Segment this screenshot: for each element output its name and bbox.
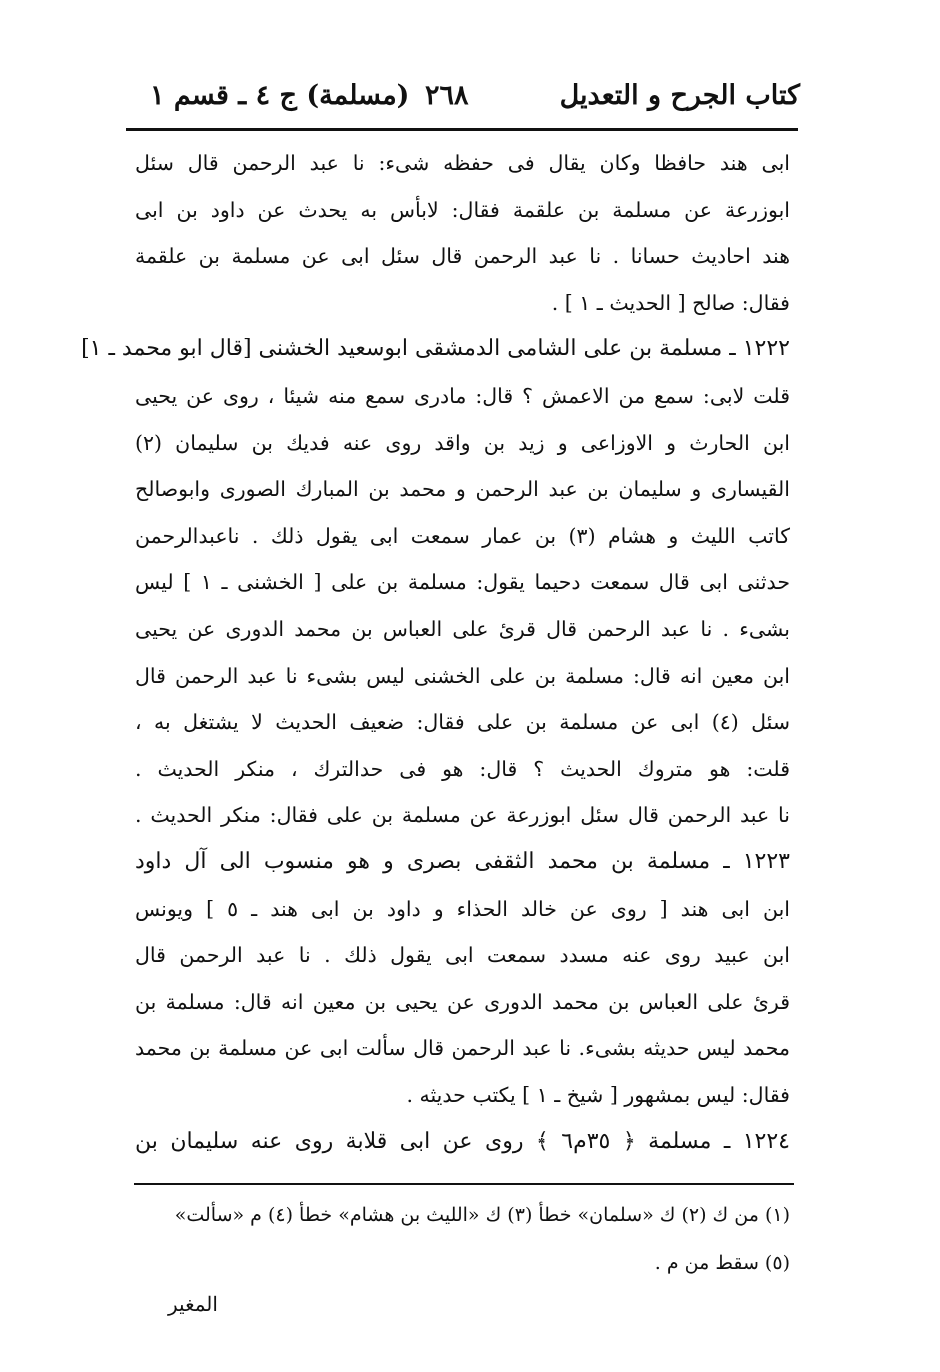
entry-heading-line: ١٢٢٢ ـ مسلمة بن على الشامى الدمشقى ابوسعيد الخشنى [قال ابو محمد ـ ١] [81,336,790,362]
entry-heading-line: ١٢٢٤ ـ مسلمة ﴿ ٣٥م٦ ﴾ روى عن ابى قلابة روى عنه سليمان بن [135,1128,790,1154]
book-title: كتاب الجرح و التعديل [559,80,800,111]
text-line: هند احاديث حسانا . نا عبد الرحمن قال سئل ابى عن مسلمة بن علقمة [135,244,790,269]
text-line: حدثنى ابى قال سمعت دحيما يقول: مسلمة بن على [ الخشنى ـ ١ ] ليس [135,570,790,595]
text-line: فقال: ليس بمشهور [ شيخ ـ ١ ] يكتب حديثه . [406,1083,790,1107]
running-header [140,72,800,122]
text-line: ابى هند حافظا وكان يقال فى حفظه شىء: نا عبد الرحمن قال سئل [135,151,790,175]
entry-heading-line: ١٢٢٣ ـ مسلمة بن محمد الثقفى بصرى و هو منسوب الى آل داود [135,849,790,874]
catchword: المغير [168,1292,218,1316]
footnote-rule [134,1183,794,1185]
text-line: سئل (٤) ابى عن مسلمة بن على فقال: ضعيف الحديث لا يشتغل به ، [135,710,791,735]
header-rule [126,128,798,131]
section-label: (مسلمة) ج ٤ ـ قسم ١ [150,80,410,111]
text-line: كاتب الليث و هشام (٣) بن عمار سمعت ابى يقول ذلك . ناعبدالرحمن [135,523,790,548]
text-line: نا عبد الرحمن قال سئل ابوزرعة عن مسلمة بن على فقال: منكر الحديث . [135,803,790,828]
page-number: ٢٦٨ [425,80,469,111]
text-line: قرئ على العباس بن محمد الدورى عن يحيى بن معين انه قال: مسلمة بن [135,989,790,1014]
text-line: ابوزرعة عن مسلمة بن علقمة فقال: لابأس به يحدث عن داود بن ابى [135,197,790,222]
text-line: محمد ليس حديثه بشىء. نا عبد الرحمن قال سألت ابى عن مسلمة بن محمد [135,1036,790,1061]
text-line: قلت: هو متروك الحديث ؟ قال: هو فى حدالترك ، منكر الحديث . [135,756,790,781]
text-line: بشىء . نا عبد الرحمن قال قرئ على العباس بن محمد الدورى عن يحيى [135,617,790,641]
footnote-line: (٥) سقط من م . [654,1252,790,1274]
text-line: قلت لابى: سمع من الاعمش ؟ قال: مادرى سمع منه شيئا ، روى عن يحيى [135,384,790,408]
text-line: القيسارى و سليمان بن عبد الرحمن و محمد بن المبارك الصورى وابوصالح [135,477,790,502]
text-line: ابن ابى هند [ روى عن خالد الحذاء و داود بن ابى هند ـ ٥ ] ويونس [135,896,790,921]
text-line: ابن عبيد روى عنه مسدد سمعت ابى يقول ذلك . نا عبد الرحمن قال [135,943,790,968]
footnote-line: (١) من ك (٢) ك «سلمان» خطأ (٣) ك «الليث بن هشام» خطأ (٤) م «سألت» [174,1204,790,1226]
text-line: ابن معين انه قال: مسلمة بن على الخشنى ليس بشىء نا عبد الرحمن قال [135,663,790,688]
text-line: ابن الحارث و الاوزاعى و زيد بن واقد روى عنه فديك بن سليمان (٢) [135,430,790,455]
text-line: فقال: صالح [ الحديث ـ ١ ] . [551,290,790,315]
